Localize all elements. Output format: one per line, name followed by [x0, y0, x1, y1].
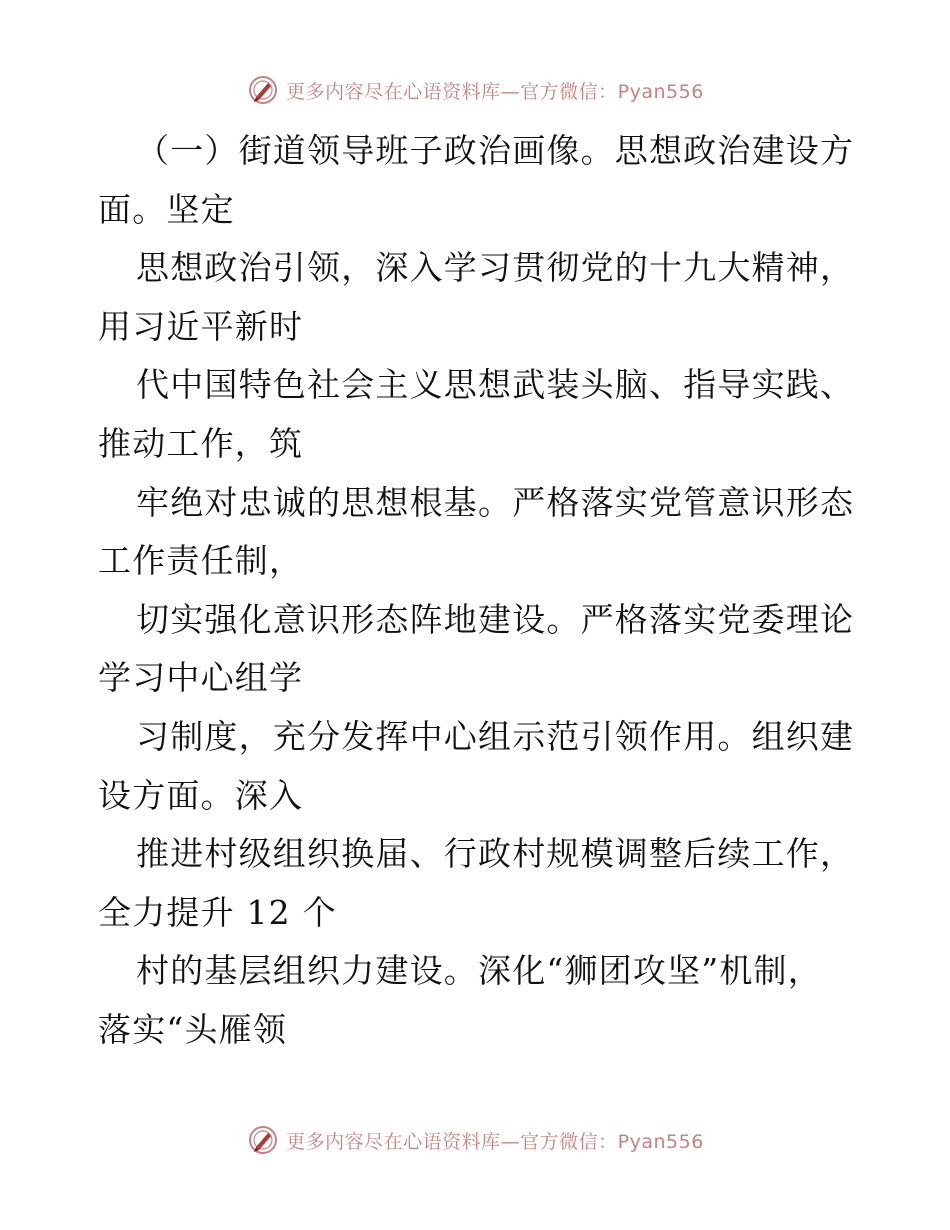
text-line: 村的基层组织力建设。深化“狮团攻坚”机制，: [136, 951, 822, 991]
text-line: 切实强化意识形态阵地建设。严格落实党委理论: [136, 599, 855, 639]
text-line: 牢绝对忠诚的思想根基。严格落实党管意识形态: [136, 482, 855, 522]
text-line: 推进村级组织换届、行政村规模调整后续工作，: [136, 834, 855, 874]
watermark-text: 更多内容尽在心语资料库—官方微信：Pyan556: [286, 1130, 704, 1153]
text-line: 工作责任制，: [98, 541, 304, 581]
text-line: 设方面。深入: [98, 775, 304, 815]
text-line: 代中国特色社会主义思想武装头脑、指导实践、: [136, 365, 855, 405]
header-watermark: [0, 72, 950, 108]
text-line: 习制度，充分发挥中心组示范引领作用。组织建: [136, 716, 855, 756]
text-line: （一）街道领导班子政治画像。思想政治建设方: [136, 131, 855, 170]
text-line: 推动工作，筑: [98, 423, 304, 463]
text-line: 思想政治引领，深入学习贯彻党的十九大精神，: [136, 248, 855, 288]
text-line: 学习中心组学: [98, 658, 304, 698]
text-line: 全力提升 12 个: [98, 892, 337, 932]
document-body: [98, 122, 858, 1060]
text-line: 面。坚定: [98, 189, 235, 229]
pen-logo-icon: [246, 1123, 280, 1157]
text-line: 用习近平新时: [98, 306, 304, 346]
watermark-text: 更多内容尽在心语资料库—官方微信：Pyan556: [286, 80, 704, 103]
footer-watermark: [0, 1122, 950, 1158]
pen-logo-icon: [246, 73, 280, 107]
text-line: 落实“头雁领: [98, 1009, 288, 1049]
